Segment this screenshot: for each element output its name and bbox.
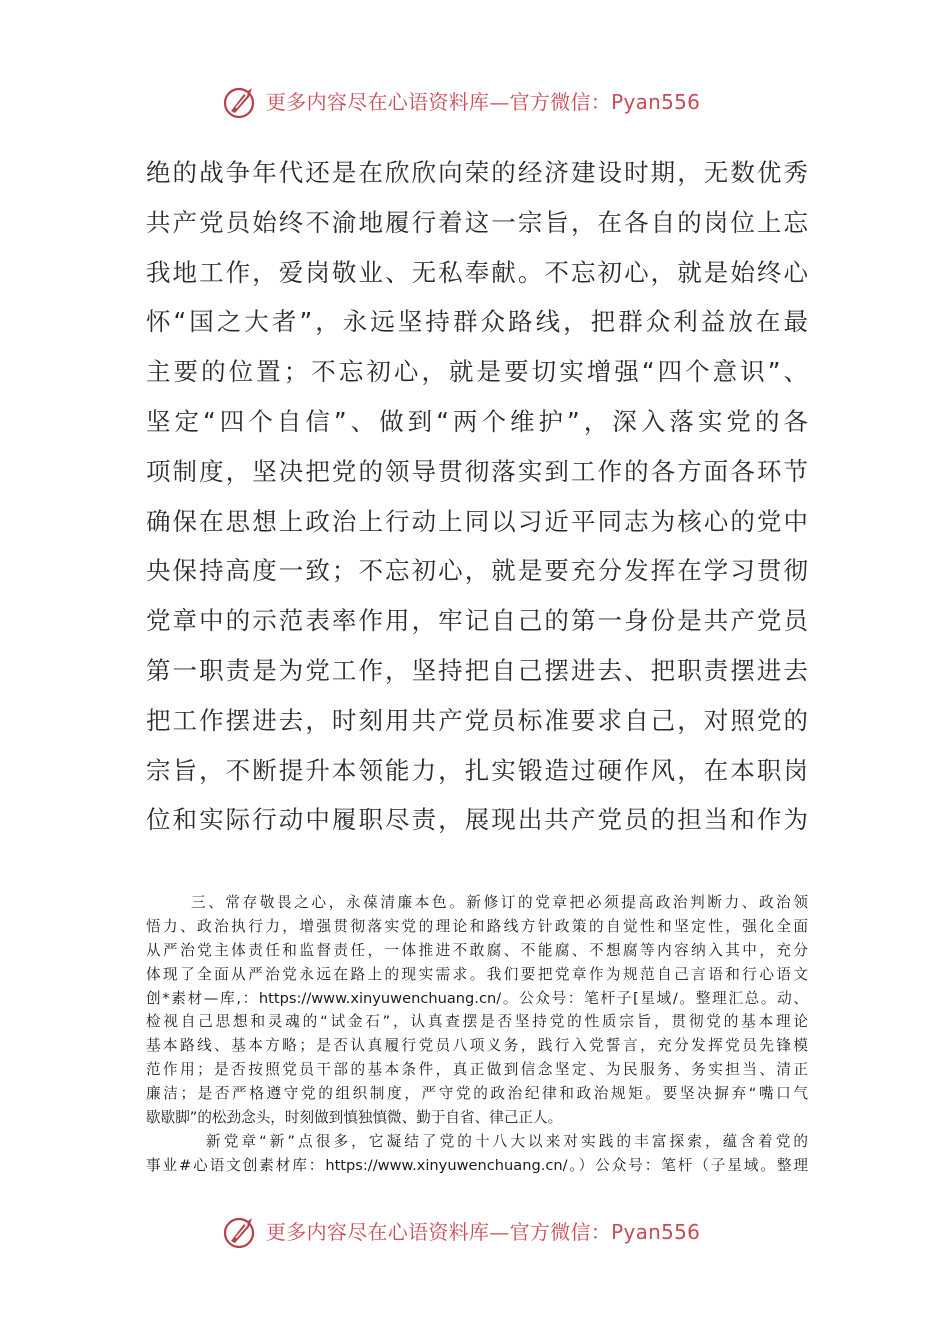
main-paragraph — [146, 148, 808, 845]
section-line: 范作用；是否按照党员干部的基本条件，真正做到信念坚定、为民服务、务实担当、清正 — [146, 1061, 808, 1079]
section-three — [146, 891, 808, 1178]
header-banner — [0, 82, 950, 122]
new-charter-line: 新党章“新”点很多，它凝结了党的十八大以来对实践的丰富探索，蕴含着党的 — [206, 1132, 808, 1150]
paragraph-line: 我地工作，爱岗敬业、无私奉献。不忘初心，就是始终心 — [146, 257, 808, 287]
paragraph-line: 绝的战争年代还是在欣欣向荣的经济建设时期，无数优秀 — [146, 158, 808, 187]
banner-text — [266, 1218, 700, 1246]
paragraph-line: 宗旨，不断提升本领能力，扎实锻造过硬作风，在本职岗 — [146, 755, 808, 785]
paragraph-line: 共产党员始终不渝地履行着这一宗旨，在各自的岗位上忘 — [146, 207, 808, 237]
paragraph-line: 确保在思想上政治上行动上同以习近平同志为核心的党中 — [146, 506, 808, 536]
section-line: 廉洁；是否严格遵守党的组织制度，严守党的政治纪律和政治规矩。要坚决摒弃“嘴口气 — [146, 1085, 808, 1103]
pen-nib-logo-icon — [222, 84, 260, 120]
section-line: 从严治党主体责任和监督责任，一体推进不敢腐、不能腐、不想腐等内容纳入其中，充分 — [146, 941, 808, 959]
paragraph-line: 党章中的示范表率作用，牢记自己的第一身份是共产党员 — [146, 606, 808, 636]
section-line: 基本路线、基本方略；是否认真履行党员八项义务，践行入党誓言，充分发挥党员先锋模 — [146, 1037, 808, 1055]
paragraph-line: 第一职责是为党工作，坚持把自己摆进去、把职责摆进去 — [146, 655, 808, 685]
pen-nib-logo-icon — [222, 1214, 260, 1250]
paragraph-line: 位和实际行动中履职尽责，展现出共产党员的担当和作为 — [146, 805, 808, 835]
paragraph-line: 主要的位置；不忘初心，就是要切实增强“四个意识”、 — [146, 357, 808, 387]
section-line: 歇歇脚”的松劲念头，时刻做到慎独慎微、勤于自省、律己正人。 — [146, 1109, 563, 1127]
footer-banner — [0, 1212, 950, 1252]
paragraph-line: 坚定“四个自信”、做到“两个维护”，深入落实党的各 — [146, 406, 808, 436]
banner-slogan: 更多内容尽在心语资料库—官方微信： — [266, 90, 612, 114]
paragraph-line: 把工作摆进去，时刻用共产党员标准要求自己，对照党的 — [146, 705, 808, 735]
section-line: 创*素材—库,：https://www.xinyuwenchuang.cn/。公众号：笔杆子[星域/。整理汇总。动、 — [146, 989, 808, 1007]
section-line: 体现了全面从严治党永远在路上的现实需求。我们要把党章作为规范自己言语和行心语文 — [146, 965, 808, 983]
new-charter-line: 事业#心语文创素材库：https://www.xinyuwenchuang.cn/。）公众号：笔杆（子星域。整理 — [146, 1156, 808, 1174]
banner-wechat-id: Pyan556 — [611, 90, 701, 114]
paragraph-line: 怀“国之大者”，永远坚持群众路线，把群众利益放在最 — [146, 307, 808, 337]
section-line: 检视自己思想和灵魂的“试金石”，认真查摆是否坚持党的性质宗旨，贯彻党的基本理论 — [146, 1013, 808, 1031]
paragraph-line: 项制度，坚决把党的领导贯彻落实到工作的各方面各环节 — [146, 456, 808, 486]
section-line: 三、常存敬畏之心，永葆清廉本色。新修订的党章把必须提高政治判断力、政治领 — [191, 894, 808, 911]
banner-wechat-id: Pyan556 — [611, 1220, 701, 1244]
banner-slogan: 更多内容尽在心语资料库—官方微信： — [266, 1220, 612, 1244]
section-line: 悟力、政治执行力，增强贯彻落实党的理论和路线方针政策的自觉性和坚定性，强化全面 — [146, 917, 808, 935]
paragraph-line: 央保持高度一致；不忘初心，就是要充分发挥在学习贯彻 — [146, 556, 808, 586]
banner-text — [266, 88, 700, 116]
